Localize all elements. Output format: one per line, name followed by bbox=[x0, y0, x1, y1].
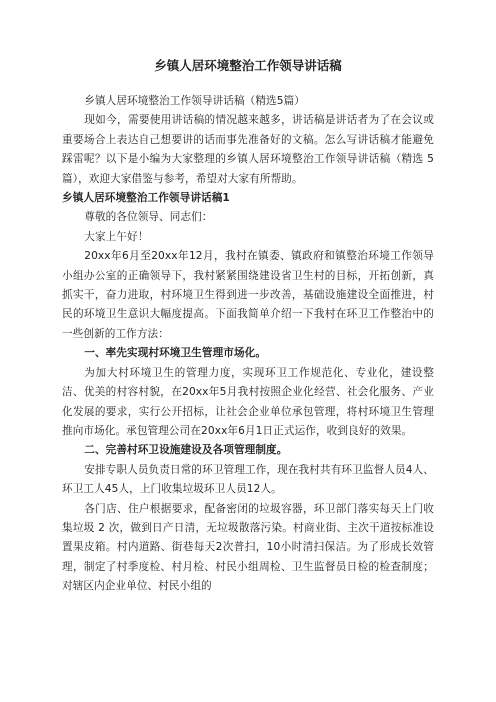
document-title: 乡镇人居环境整治工作领导讲话稿 bbox=[154, 58, 342, 73]
paragraph: 尊敬的各位领导、同志们： bbox=[84, 211, 213, 224]
section-heading: 乡镇人居环境整治工作领导讲话稿1 bbox=[62, 192, 230, 205]
paragraph: 现如今，需要使用讲话稿的情况越来越多，讲话稿是讲话者为了在会议或重要场合上表达自己想要讲的话而事先准备好的文稿。怎么写讲话稿才能避免踩雷呢？以下是小编为大家整理的乡镇人居环境整治工作领导讲话稿（精选 5 篇），欢迎大家借鉴与参考，希望对大家有所帮助。 bbox=[62, 114, 434, 185]
paragraph: 为加大村环境卫生的管理力度，实现环卫工作规范化、专业化，建设整洁、优美的村容村貌，在20xx年5月我村按照企业化经营、社会化服务、产业化发展的要求，实行公开招标，让社会企业单位承包管理，将村环境卫生管理推向市场化。承包管理公司在20xx年6月1日正式运作，收到良好的效果。 bbox=[62, 366, 434, 437]
subsection-heading: 二、完善村环卫设施建设及各项管理制度。 bbox=[84, 444, 288, 457]
document-body bbox=[62, 92, 434, 597]
paragraph: 安排专职人员负责日常的环卫管理工作，现在我村共有环卫监督人员4人、环卫工人45人，上门收集垃圾环卫人员12人。 bbox=[62, 463, 434, 496]
paragraph: 20xx年6月至20xx年12月，我村在镇委、镇政府和镇整治环境工作领导小组办公室的正确领导下，我村紧紧围绕建设省卫生村的目标，开拓创新，真抓实干，奋力进取，村环境卫生得到进一步改善，基础设施建设全面推进，村民的环境卫生意识大幅度提高。下面我简单介绍一下我村在环卫工作整治中的一些创新的工作方法： bbox=[62, 250, 434, 340]
paragraph: 各门店、住户根据要求，配备密闭的垃圾容器，环卫部门落实每天上门收集垃圾 2 次，做到日产日清，无垃圾散落污染。村商业街、主次干道按标准设置果皮箱。村内道路、街巷每天2次普扫，10小时清扫保洁。为了形成长效管理，制定了村季度检、村月检、村民小组周检、卫生监督员日检的检查制度；对辖区内企业单位、村民小组的 bbox=[62, 502, 434, 593]
paragraph: 乡镇人居环境整治工作领导讲话稿（精选5篇） bbox=[84, 95, 305, 107]
paragraph: 大家上午好！ bbox=[84, 230, 149, 243]
subsection-heading: 一、率先实现村环境卫生管理市场化。 bbox=[84, 347, 267, 360]
